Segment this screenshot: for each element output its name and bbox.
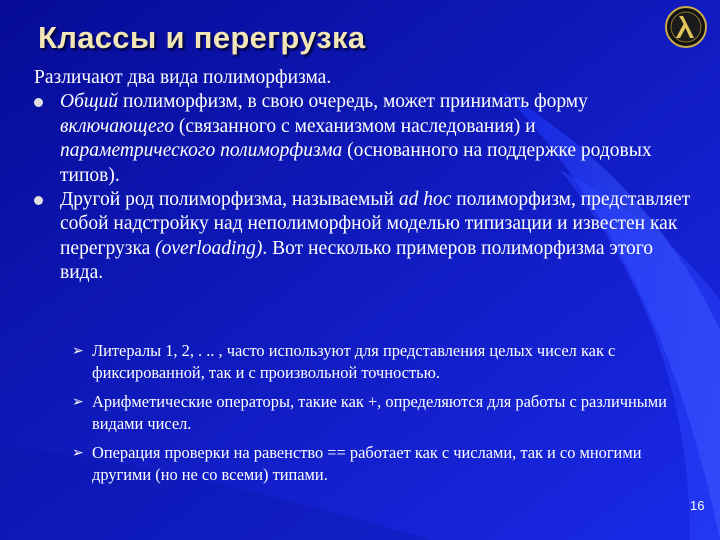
sub-bullet-item <box>72 442 692 487</box>
bullet-dot-icon <box>34 98 43 107</box>
lambda-icon <box>664 5 708 49</box>
bullet-dot-icon <box>34 196 43 205</box>
arrow-bullet-icon: ➢ <box>72 444 84 461</box>
sub-bullet-text: Литералы 1, 2, . .. , часто используют для представления целых чисел как с фиксированной, так и с произвольной точностью. <box>92 341 616 383</box>
bullet-text-run: полиморфизм, представляет собой надстройку над неполиморфной моделью типизации и известен как перегрузка <box>60 189 691 259</box>
bullet-list <box>34 90 694 285</box>
sub-bullet-text: Арифметические операторы, такие как +, определяются для работы с различными видами чисел. <box>92 391 667 434</box>
bullet-text-run: (основанного на поддержке родовых типов). <box>60 140 652 186</box>
sub-bullet-list <box>72 340 692 486</box>
bullet-text-run: (связанного с механизмом наследования) и <box>174 115 536 137</box>
bullet-item <box>34 90 694 188</box>
bullet-text-run: (overloading) <box>155 237 263 259</box>
bullet-text-run: параметрического полиморфизма <box>60 140 343 162</box>
bullet-item <box>34 188 694 286</box>
arrow-bullet-icon: ➢ <box>72 393 84 410</box>
bullet-text-run: включающего <box>60 115 174 137</box>
intro-text: Различают два вида полиморфизма. <box>34 67 332 88</box>
bullet-text-run: Общий <box>60 91 119 113</box>
bullet-text-run: полиморфизм, в свою очередь, может принимать форму <box>118 91 588 113</box>
slide-title: Классы и перегрузка <box>38 20 366 55</box>
bullet-text-run: ad hoc <box>398 189 452 211</box>
bullet-text-run: Другой род полиморфизма, называемый <box>60 189 399 211</box>
page-number: 16 <box>690 498 705 513</box>
sub-bullet-section <box>72 340 692 492</box>
sub-bullet-text: Операция проверки на равенство == работает как с числами, так и со многими другими (но не со всеми) типами. <box>92 442 642 485</box>
bullet-text-run: . Вот несколько примеров полиморфизма этого вида. <box>60 237 653 284</box>
sub-bullet-item <box>72 340 692 385</box>
sub-bullet-item <box>72 391 692 436</box>
arrow-bullet-icon: ➢ <box>72 343 84 359</box>
slide-body <box>34 66 694 286</box>
